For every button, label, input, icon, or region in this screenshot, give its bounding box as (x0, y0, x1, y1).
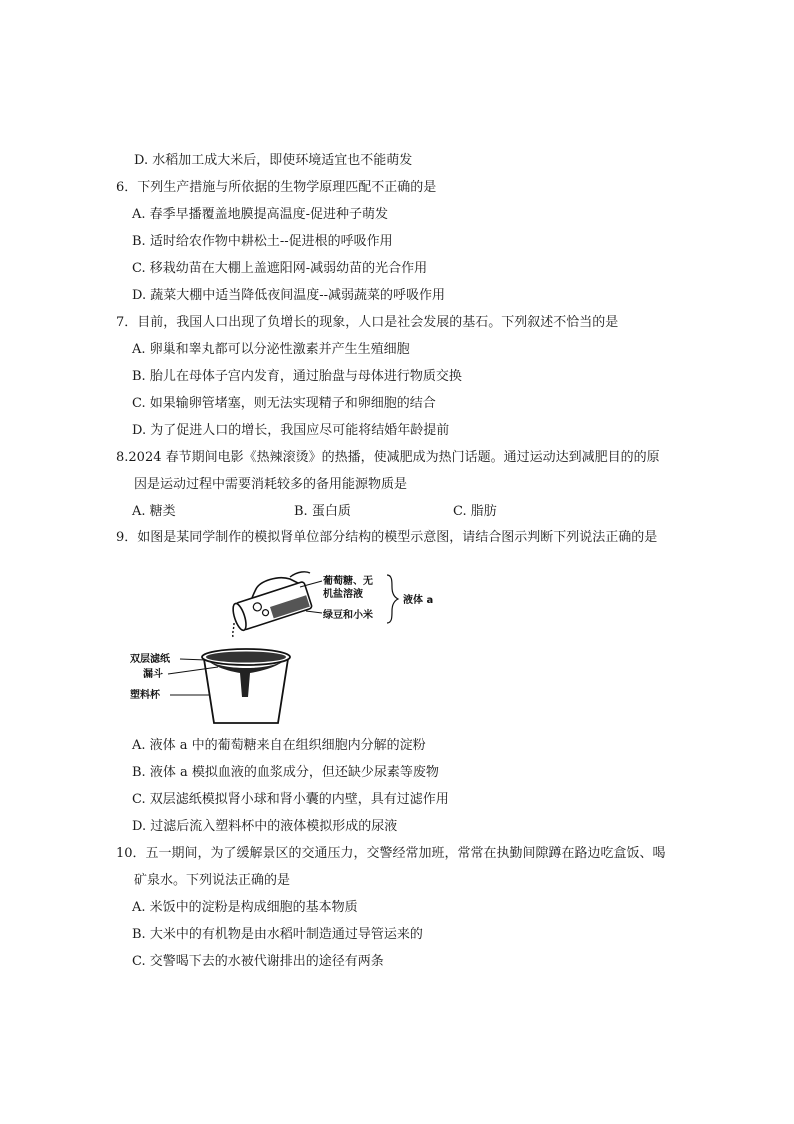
question-7: 7．目前，我国人口出现了负增长的现象，人口是社会发展的基石。下列叙述不恰当的是 (116, 315, 619, 330)
label-liquid-a: 液体 a (403, 595, 434, 606)
label-beans: 绿豆和小米 (323, 610, 373, 621)
liquid-drip (233, 623, 234, 637)
label-funnel: 漏斗 (143, 669, 163, 680)
question-10-continued: 矿泉水。下列说法正确的是 (134, 873, 291, 888)
q7-option-a: A. 卵巢和睾丸都可以分泌性激素并产生生殖细胞 (132, 342, 410, 357)
brace (387, 575, 398, 623)
q8-option-a: A. 糖类 (132, 504, 176, 519)
q5-option-d: D. 水稻加工成大米后，即使环境适宜也不能萌发 (134, 153, 413, 168)
test-tube (230, 581, 312, 631)
q10-option-c: C. 交警喝下去的水被代谢排出的途径有两条 (132, 954, 384, 969)
question-6: 6．下列生产措施与所依据的生物学原理匹配不正确的是 (116, 180, 437, 195)
kidney-model-figure (130, 567, 434, 733)
q6-option-b: B. 适时给农作物中耕松土--促进根的呼吸作用 (132, 234, 393, 249)
question-8: 8.2024 春节期间电影《热辣滚烫》的热播，使减肥成为热门话题。通过运动达到减肥目的的原 (116, 450, 660, 465)
label-cup: 塑料杯 (130, 690, 160, 701)
filter-top (206, 652, 286, 663)
q9-option-b: B. 液体 a 模拟血液的血浆成分，但还缺少尿素等废物 (132, 765, 439, 780)
q7-option-b: B. 胎儿在母体子宫内发育，通过胎盘与母体进行物质交换 (132, 369, 462, 384)
label-glucose-line1: 葡萄糖、无 (323, 576, 373, 587)
q9-option-c: C. 双层滤纸模拟肾小球和肾小囊的内壁，具有过滤作用 (132, 792, 449, 807)
q10-option-a: A. 米饭中的淀粉是构成细胞的基本物质 (132, 900, 358, 915)
q6-option-a: A. 春季早播覆盖地膜提高温度-促进种子萌发 (132, 207, 389, 222)
q8-option-c: C. 脂肪 (453, 504, 497, 519)
question-9: 9．如图是某同学制作的模拟肾单位部分结构的模型示意图，请结合图示判断下列说法正确的是 (116, 530, 658, 545)
q10-option-b: B. 大米中的有机物是由水稻叶制造通过导管运来的 (132, 927, 423, 942)
hand-wrist (290, 572, 310, 577)
q7-option-c: C. 如果输卵管堵塞，则无法实现精子和卵细胞的结合 (132, 396, 436, 411)
q9-option-a: A. 液体 a 中的葡萄糖来自在组织细胞内分解的淀粉 (132, 738, 426, 753)
q6-option-d: D. 蔬菜大棚中适当降低夜间温度--减弱蔬菜的呼吸作用 (132, 288, 446, 303)
q8-option-b: B. 蛋白质 (294, 504, 351, 519)
q8-options (132, 504, 176, 520)
q7-option-d: D. 为了促进人口的增长，我国应尽可能将结婚年龄提前 (132, 423, 450, 438)
question-10: 10．五一期间，为了缓解景区的交通压力，交警经常加班，常常在执勤间隙蹲在路边吃盒饭、喝 (116, 846, 666, 861)
q9-option-d: D. 过滤后流入塑料杯中的液体模拟形成的尿液 (132, 819, 398, 834)
label-filter: 双层滤纸 (130, 654, 170, 665)
label-glucose-line2: 机盐溶液 (323, 589, 363, 600)
q6-option-c: C. 移栽幼苗在大棚上盖遮阳网-减弱幼苗的光合作用 (132, 261, 428, 276)
question-8-continued: 因是运动过程中需要消耗较多的备用能源物质是 (134, 477, 408, 492)
